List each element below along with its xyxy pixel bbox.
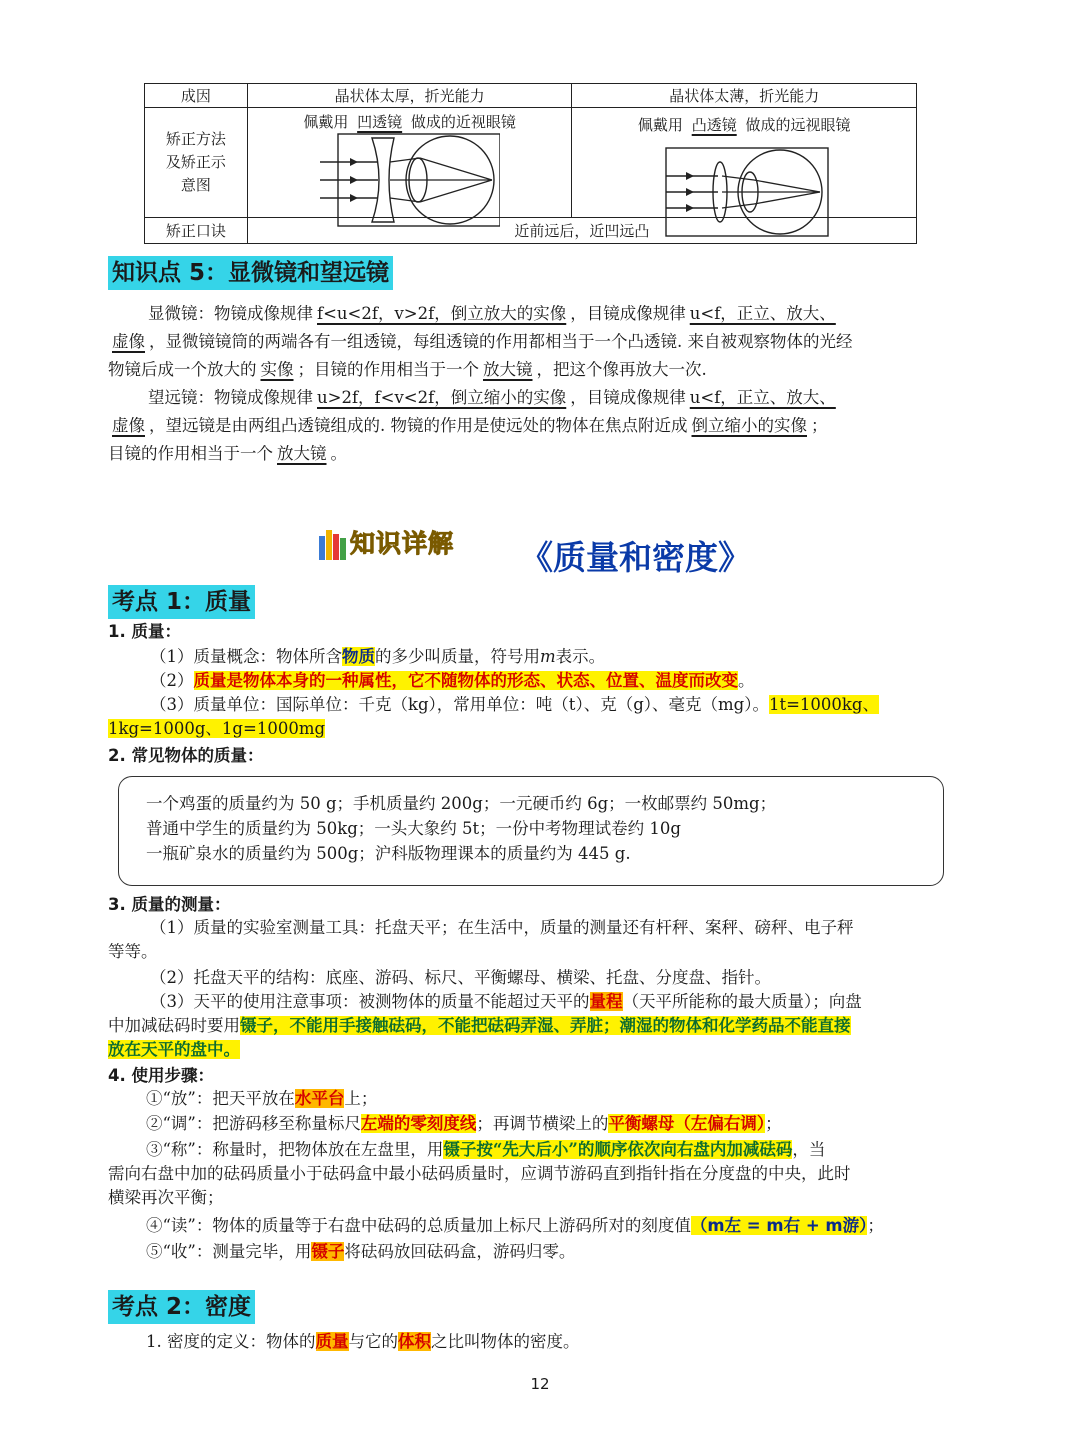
answer-blank: 放大镜 (483, 360, 533, 379)
text: （3）质量单位：国际单位：千克（kg），常用单位：吨（t）、克（g）、毫克（mg）。 (150, 695, 769, 714)
highlight: 质量是物体本身的一种属性，它不随物体的形态、状态、位置、温度而改变 (193, 671, 738, 690)
text: 做成的远视眼镜 (745, 116, 851, 134)
text: 物镜后成一个放大的 (108, 360, 257, 379)
answer-blank: u<f，正立、放大、 (689, 304, 836, 323)
text: m (540, 647, 556, 666)
subheading: 3. 质量的测量： (108, 895, 231, 914)
highlight: 镊子按“先大后小”的顺序依次向右盘内加减砝码 (443, 1140, 793, 1159)
highlight: 1t=1000kg、 (768, 695, 879, 714)
text-line (150, 645, 605, 669)
text: 之比叫物体的密度。 (431, 1332, 580, 1351)
section-title-kd1: 考点 1：质量 (108, 585, 255, 619)
text: （2） (150, 671, 194, 690)
answer-blank: 实像 (260, 360, 294, 379)
text: ； (765, 1114, 782, 1133)
text: （3）天平的使用注意事项：被测物体的质量不能超过天平的 (150, 992, 590, 1011)
page-number: 12 (530, 1375, 550, 1393)
step-store (146, 1240, 575, 1264)
text: 。 (738, 671, 755, 690)
text-line (108, 1038, 240, 1062)
mass-formula: （m左 = m右 + m游） (690, 1216, 868, 1235)
hyperopia-method-text (572, 114, 916, 135)
method-label-line: 及矫正示 (165, 153, 226, 171)
text: ，显微镜镜筒的两端各有一组透镜，每组透镜的作用都相当于一个凸透镜. 来自被观察物体的光经 (149, 332, 853, 351)
text: 与它的 (348, 1332, 398, 1351)
text: ②“调”：把游码移至称量标尺 (146, 1114, 361, 1133)
text: 望远镜：物镜成像规律 (148, 388, 313, 407)
answer-blank: u>2f，f<v<2f，倒立缩小的实像 (317, 388, 567, 407)
cell-myopia-cause: 晶状体太厚，折光能力 (247, 84, 572, 108)
subheading: 1. 质量： (108, 622, 181, 641)
text: （1）质量概念：物体所含 (150, 647, 342, 666)
text: ；再调节横梁上的 (476, 1114, 609, 1133)
cell-mnemonic-label: 矫正口诀 (145, 218, 248, 244)
text: 。 (330, 444, 347, 463)
highlight: 体积 (398, 1332, 431, 1351)
text: 中加减砝码时要用 (108, 1016, 240, 1035)
text: ④“读”：物体的质量等于右盘中砝码的总质量加上标尺上游码所对的刻度值 (146, 1216, 691, 1235)
cell-cause-label: 成因 (145, 84, 248, 108)
text: 表示。 (555, 647, 606, 666)
cell-hyperopia-method (572, 108, 917, 218)
answer-blank: 凹透镜 (357, 113, 403, 131)
text: ③“称”：称量时，把物体放在左盘里，用 (146, 1140, 444, 1159)
banner-logo (318, 520, 454, 560)
section-title-kd2: 考点 2：密度 (108, 1290, 255, 1324)
text: ，目镜成像规律 (570, 388, 686, 407)
books-icon (318, 528, 348, 560)
step-read (146, 1214, 884, 1238)
text-line (108, 717, 325, 741)
text: 做成的近视眼镜 (410, 113, 516, 131)
text: ，望远镜是由两组凸透镜组成的. 物镜的作用是使远处的物体在焦点附近成 (149, 416, 688, 435)
method-label-line: 意图 (180, 176, 211, 194)
text-line (148, 386, 840, 410)
eye-correction-table (144, 83, 917, 244)
text: 佩戴用 (303, 113, 349, 131)
table-row (145, 84, 917, 108)
text-line: 需向右盘中加的砝码质量小于砝码盒中最小砝码质量时，应调节游码直到指针指在分度盘的中央，此时 (108, 1164, 851, 1183)
text: 显微镜：物镜成像规律 (148, 304, 313, 323)
text: 将砝码放回砝码盒，游码归零。 (344, 1242, 576, 1261)
text: ⑤“收”：测量完毕，用 (146, 1242, 312, 1261)
text: ；目镜的作用相当于一个 (297, 360, 479, 379)
text-line: （1）质量的实验室测量工具：托盘天平；在生活中，质量的测量还有杆秤、案秤、磅秤、电子秤 (150, 918, 854, 937)
text-line: 等等。 (108, 942, 158, 961)
highlight: 镊子 (311, 1242, 345, 1261)
step-weigh (146, 1138, 825, 1162)
highlight: 平衡螺母（左偏右调） (608, 1114, 766, 1133)
text: 的多少叫质量，符号用 (375, 647, 540, 666)
method-label-line: 矫正方法 (165, 130, 226, 148)
highlight: 镊子，不能用手接触砝码，不能把砝码弄湿、弄脏；潮湿的物体和化学药品不能直接 (240, 1016, 851, 1035)
cell-hyperopia-cause: 晶状体太薄，折光能力 (572, 84, 917, 108)
text-line (108, 1014, 851, 1038)
cell-myopia-method (247, 108, 572, 218)
highlight: 水平台 (294, 1089, 345, 1108)
subheading: 2. 常见物体的质量： (108, 746, 264, 765)
answer-blank: 倒立缩小的实像 (691, 416, 807, 435)
myopia-method-text (248, 111, 572, 132)
answer-blank: 虚像 (112, 416, 145, 435)
text: （天平所能称的最大质量）；向盘 (622, 992, 862, 1011)
answer-blank: 虚像 (112, 332, 145, 351)
highlight: 左端的零刻度线 (360, 1114, 477, 1133)
highlight: 质量 (315, 1332, 349, 1351)
text-line: 横梁再次平衡； (108, 1188, 224, 1207)
text-line (108, 330, 853, 354)
section-title-kp5: 知识点 5：显微镜和望远镜 (108, 256, 393, 290)
text: ； (867, 1216, 884, 1235)
myopia-correction-diagram (320, 132, 500, 228)
text-line (150, 669, 755, 693)
answer-blank: f<u<2f，v>2f，倒立放大的实像 (317, 304, 567, 323)
highlight: 1kg=1000g、1g=1000mg (108, 719, 326, 738)
text-line: 一瓶矿泉水的质量约为 500g；沪科版物理课本的质量约为 445 g. (146, 844, 631, 863)
highlight: 物质 (342, 647, 375, 666)
text: ①“放”：把天平放在 (146, 1089, 295, 1108)
cell-method-label (145, 108, 248, 218)
text: 佩戴用 (637, 116, 683, 134)
step-put (146, 1087, 377, 1111)
text-line: 一个鸡蛋的质量约为 50 g；手机质量约 200g；一元硬币约 6g；一枚邮票约 50mg； (146, 794, 777, 813)
text: ，当 (792, 1140, 826, 1159)
text: ，目镜成像规律 (570, 304, 686, 323)
answer-blank: 放大镜 (277, 444, 327, 463)
text: ，把这个像再放大一次. (536, 360, 707, 379)
cell-mnemonic-value: 近前远后，近凹远凸 (247, 218, 916, 244)
table-row (145, 108, 917, 218)
text: 目镜的作用相当于一个 (108, 444, 273, 463)
step-adjust (146, 1112, 782, 1136)
text: ； (811, 416, 828, 435)
text-line (148, 302, 840, 326)
text-line (150, 990, 862, 1014)
text-line (108, 442, 347, 466)
text-line: 普通中学生的质量约为 50kg；一头大象约 5t；一份中考物理试卷约 10g (146, 819, 681, 838)
text-line (150, 693, 879, 717)
hyperopia-correction-diagram (662, 146, 832, 238)
subheading: 4. 使用步骤： (108, 1066, 214, 1085)
highlight: 放在天平的盘中。 (108, 1040, 240, 1059)
highlight: 量程 (589, 992, 623, 1011)
banner-logo-text: 知识详解 (350, 529, 455, 558)
text-line (108, 358, 707, 382)
answer-blank: u<f，正立、放大、 (689, 388, 836, 407)
text-line (146, 1330, 580, 1354)
text-line (108, 414, 828, 438)
text: 上； (344, 1089, 378, 1108)
text-line: （2）托盘天平的结构：底座、游码、标尺、平衡螺母、横梁、托盘、分度盘、指针。 (150, 968, 771, 987)
text: 1. 密度的定义：物体的 (146, 1332, 316, 1351)
chapter-title: 《质量和密度》 (520, 538, 751, 577)
answer-blank: 凸透镜 (691, 116, 737, 134)
